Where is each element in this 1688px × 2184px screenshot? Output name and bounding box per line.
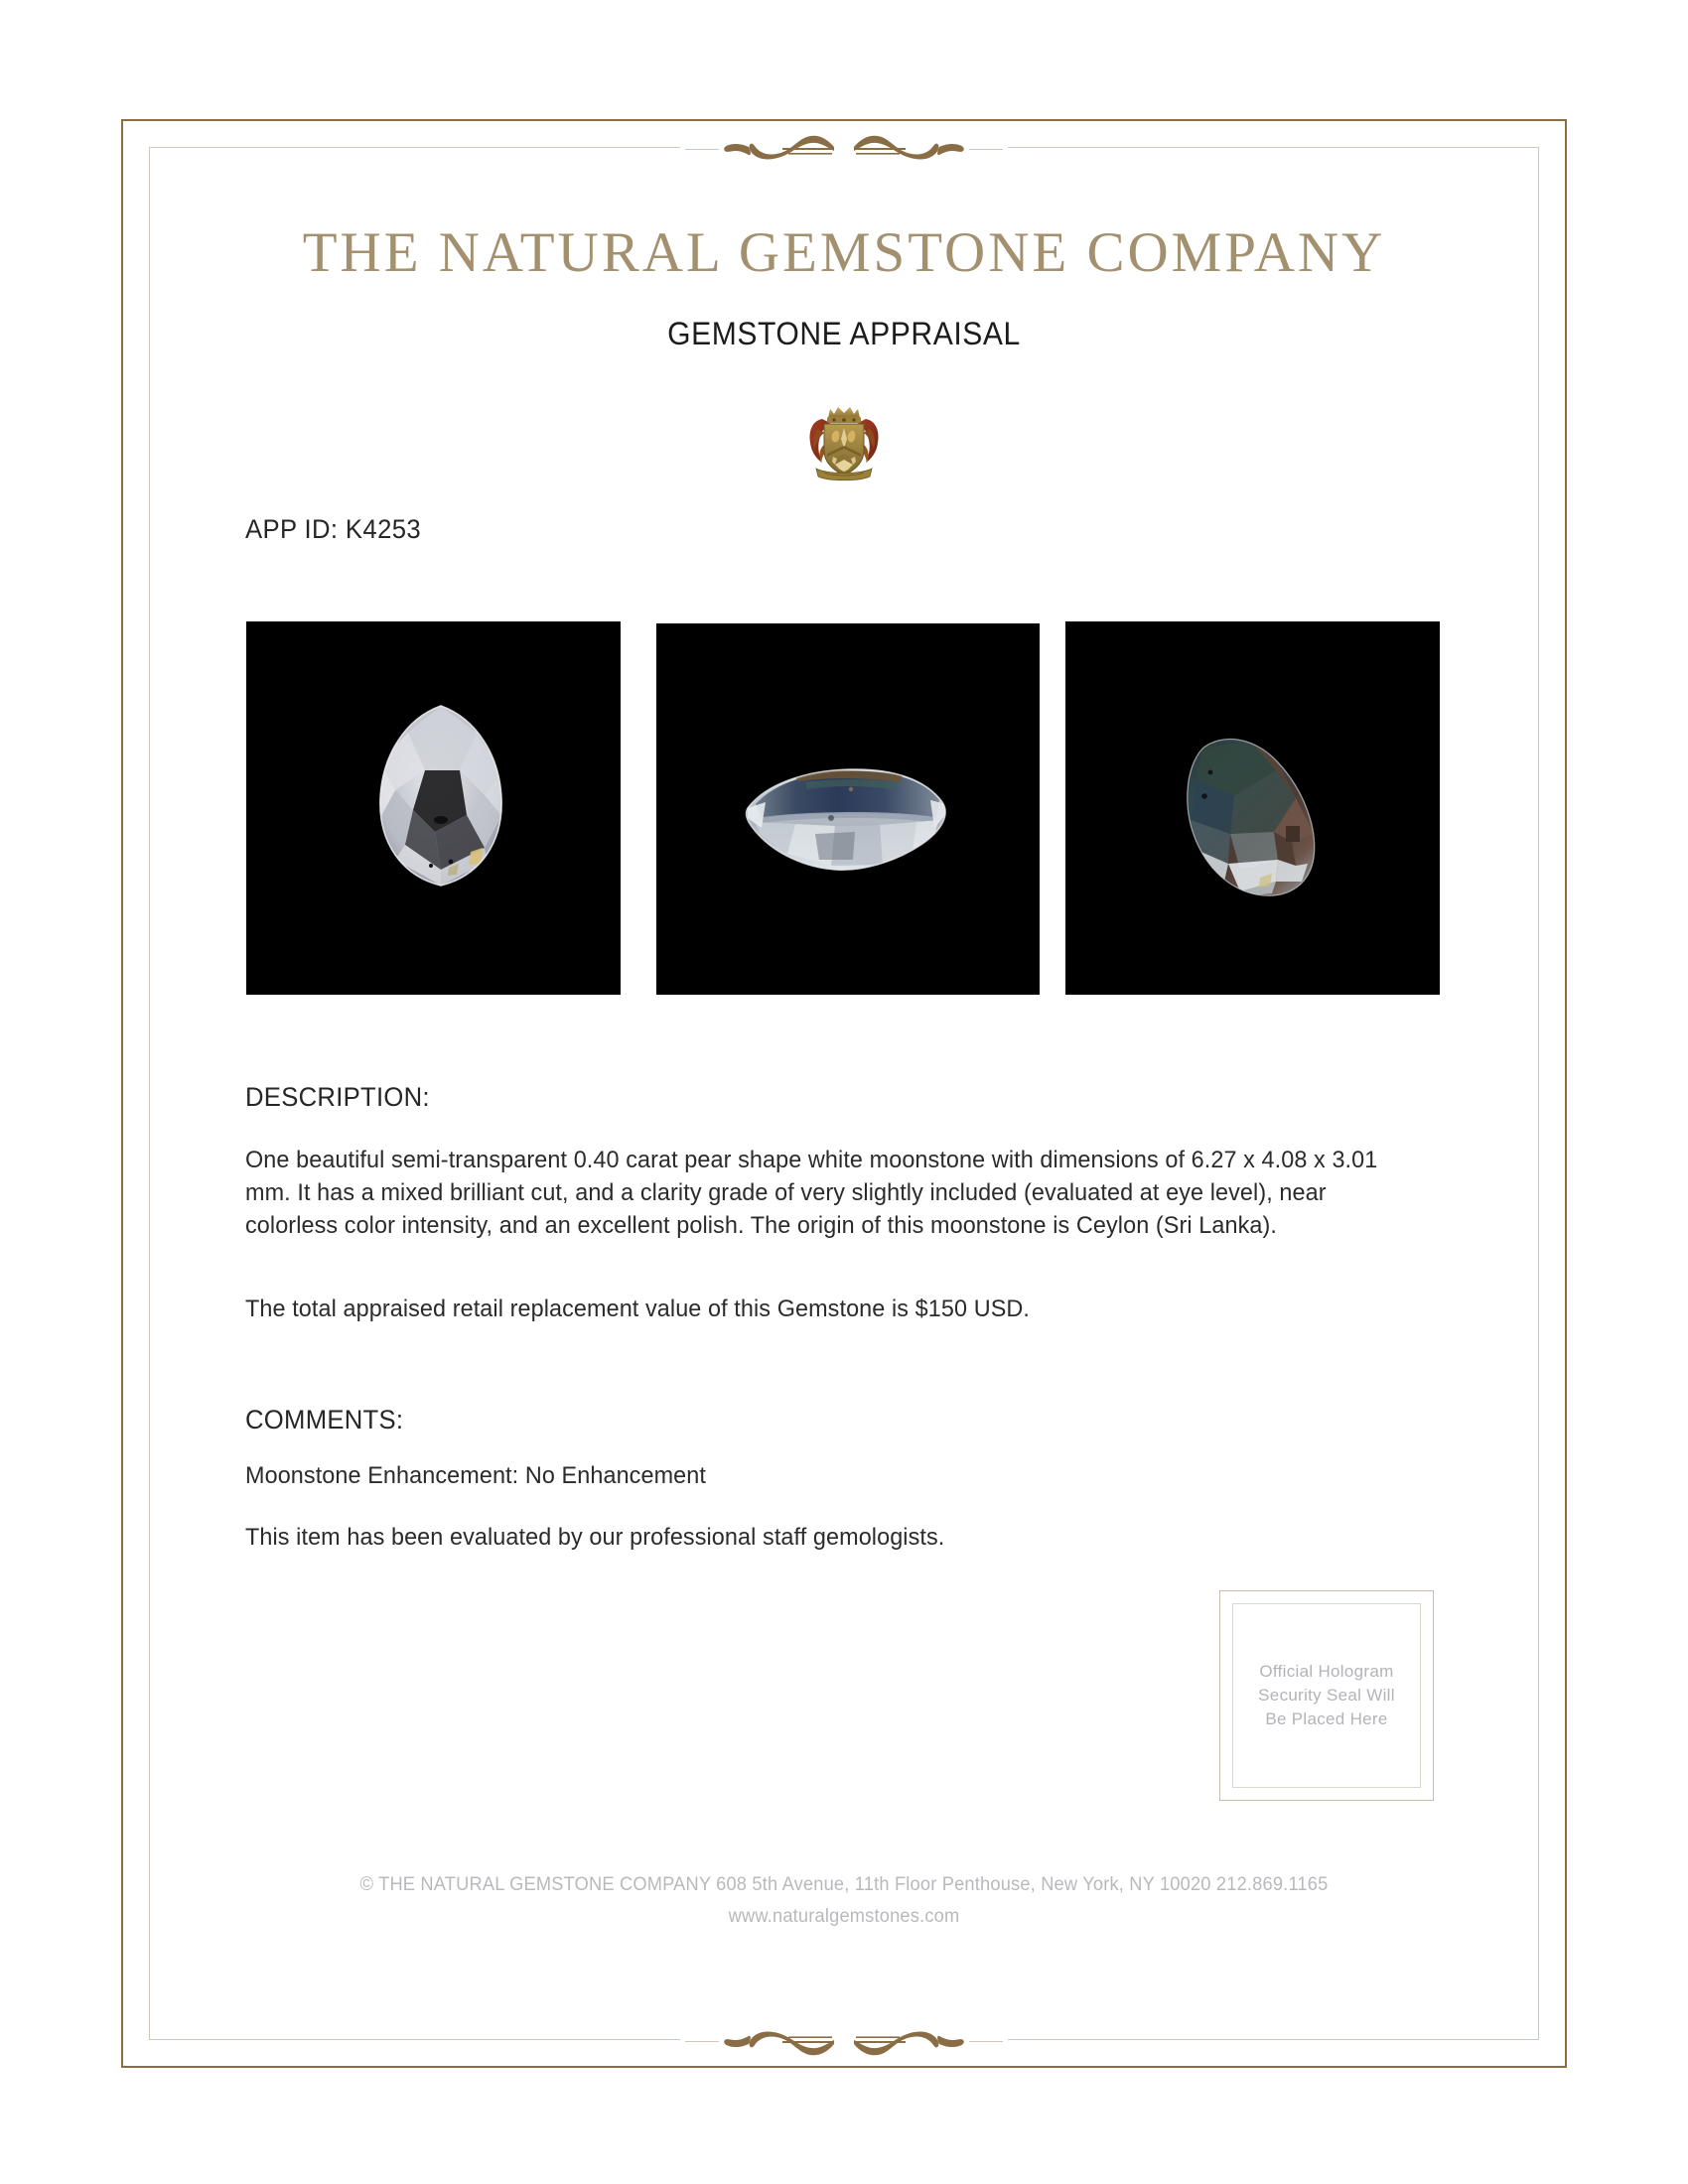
- hologram-line-2: Security Seal Will: [1258, 1686, 1395, 1705]
- hologram-seal-inner-border: [1232, 1603, 1421, 1788]
- footer-address-line: © THE NATURAL GEMSTONE COMPANY 608 5th Avenue, 11th Floor Penthouse, New York, NY 10020 212.869.1165: [359, 1874, 1329, 1895]
- appraised-value-statement: The total appraised retail replacement value of this Gemstone is $150 USD.: [245, 1296, 1030, 1322]
- enhancement-statement: Moonstone Enhancement: No Enhancement: [245, 1462, 706, 1489]
- hologram-line-3: Be Placed Here: [1265, 1709, 1388, 1728]
- app-id-label: APP ID: K4253: [245, 514, 422, 544]
- hologram-seal-text: [1258, 1660, 1395, 1731]
- footer-website-line[interactable]: www.naturalgemstones.com: [728, 1906, 960, 1927]
- hologram-line-1: Official Hologram: [1259, 1662, 1394, 1681]
- comments-heading: COMMENTS:: [245, 1405, 404, 1434]
- description-body: One beautiful semi-transparent 0.40 carat pear shape white moonstone with dimensions of 6.27 x 4.08 x 3.01 mm. It has a mixed brilliant cut, and a clarity grade of very slightly included (evaluated at eye level), near colorless color intensity, and an excellent polish. The origin of this moonstone is Ceylon (Sri Lanka).: [245, 1147, 1378, 1239]
- evaluation-statement: This item has been evaluated by our professional staff gemologists.: [245, 1524, 945, 1551]
- gem-image-profile-side-view: [656, 623, 1040, 995]
- document-subtitle: GEMSTONE APPRAISAL: [667, 316, 1021, 351]
- top-flourish-ornament-icon: [685, 125, 1003, 171]
- gem-image-face-up-pear-view: [246, 621, 621, 995]
- description-heading: DESCRIPTION:: [245, 1082, 430, 1112]
- heraldic-crest-icon: [800, 399, 888, 482]
- gem-image-angled-three-quarter-view: [1065, 621, 1440, 995]
- company-title: THE NATURAL GEMSTONE COMPANY: [302, 221, 1386, 284]
- bottom-flourish-ornament-icon: [685, 2020, 1003, 2066]
- hologram-seal-placeholder: [1219, 1590, 1434, 1801]
